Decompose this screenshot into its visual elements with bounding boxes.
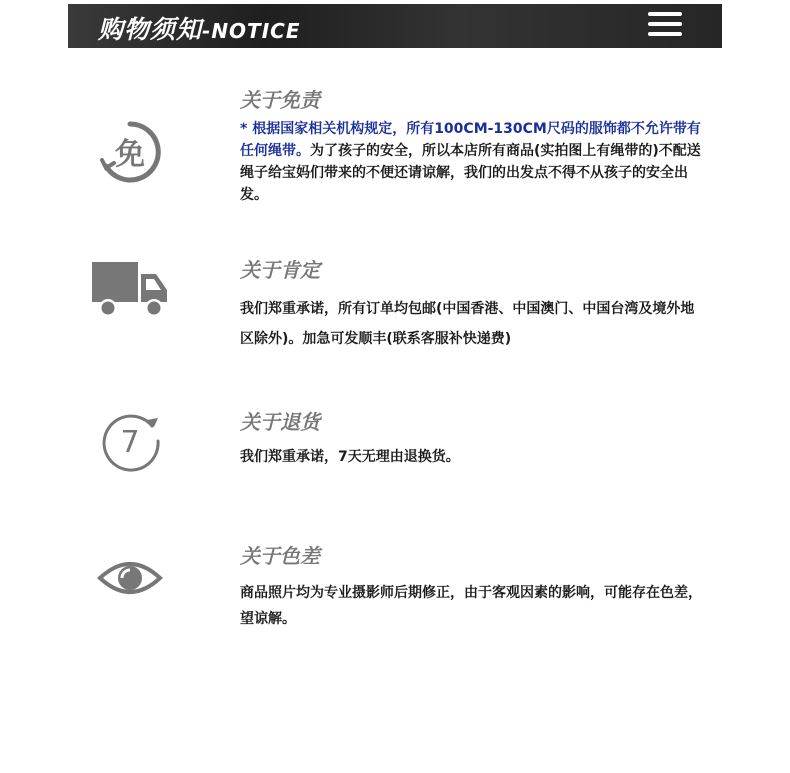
hamburger-menu-icon[interactable] <box>648 12 682 42</box>
section-heading: 关于免责 <box>240 88 320 112</box>
section-body: 商品照片均为专业摄影师后期修正，由于客观因素的影响，可能存在色差，望谅解。 <box>240 585 702 627</box>
section-returns <box>0 400 790 500</box>
page-title-cn: 购物须知 <box>98 15 203 44</box>
section-disclaimer <box>0 80 790 220</box>
notice-banner <box>68 4 722 48</box>
section-body: 我们郑重承诺，所有订单均包邮(中国香港、中国澳门、中国台湾及境外地区除外)。加急可发顺丰(联系客服补快递费) <box>240 301 695 347</box>
page-title <box>98 10 300 46</box>
section-heading: 关于退货 <box>240 410 320 434</box>
seven-digit: 7 <box>120 425 140 460</box>
section-body: 我们郑重承诺，7天无理由退换货。 <box>240 449 460 465</box>
section-body <box>240 118 702 206</box>
mian-character-circle-icon <box>98 120 162 184</box>
mian-character: 免 <box>115 137 145 172</box>
section-heading: 关于色差 <box>240 544 320 568</box>
section-shipping <box>0 250 790 360</box>
page-title-en: -NOTICE <box>202 19 301 43</box>
seven-day-return-icon <box>100 410 162 472</box>
section-color-difference <box>0 536 790 636</box>
delivery-truck-icon <box>92 260 168 320</box>
section-body-highlight: * 根据国家相关机构规定，所有100CM-130CM尺码的服饰都不允许带有任何绳带。 <box>240 121 701 159</box>
eye-icon <box>97 556 163 600</box>
section-body-text: 为了孩子的安全，所以本店所有商品(实拍图上有绳带的)不配送绳子给宝妈们带来的不便还请谅解，我们的出发点不得不从孩子的安全出发。 <box>240 143 701 203</box>
section-heading: 关于肯定 <box>240 258 320 282</box>
